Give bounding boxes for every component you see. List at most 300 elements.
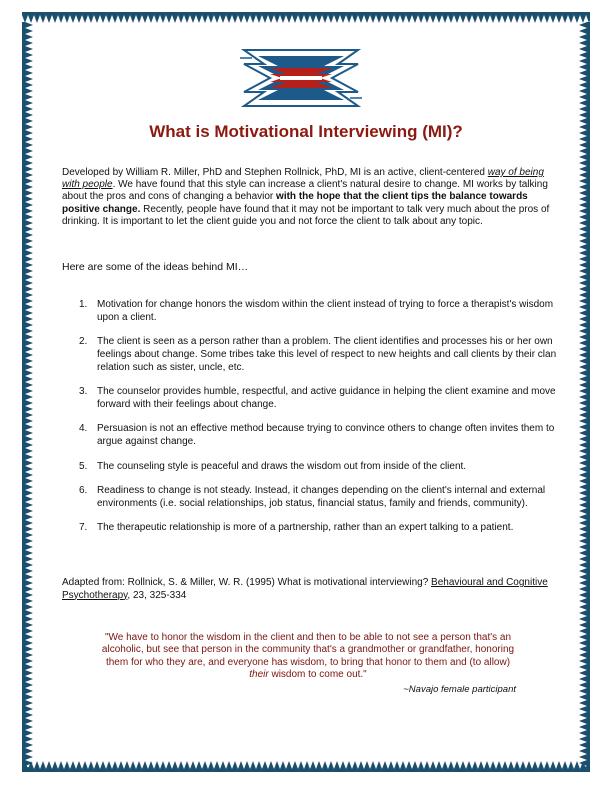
border-triangle [579,304,587,310]
border-triangle [514,761,520,769]
border-triangle [25,310,33,316]
border-triangle [579,460,587,466]
border-triangle [562,15,568,23]
border-triangle [202,15,208,23]
border-triangle [579,652,587,658]
border-triangle [328,761,334,769]
border-triangle [579,658,587,664]
border-triangle [579,202,587,208]
border-triangle [579,64,587,70]
border-triangle [322,15,328,23]
border-triangle [25,82,33,88]
border-triangle [579,676,587,682]
border-triangle [579,406,587,412]
border-triangle [244,761,250,769]
border-triangle [579,694,587,700]
border-triangle [579,478,587,484]
border-triangle [25,34,33,40]
border-triangle [52,15,58,23]
border-triangle [322,761,328,769]
border-triangle [64,761,70,769]
border-triangle [292,15,298,23]
border-triangle [579,706,587,712]
border-triangle [478,761,484,769]
border-triangle [220,761,226,769]
border-triangle [25,226,33,232]
border-triangle [400,15,406,23]
border-triangle [579,22,587,28]
border-triangle [579,586,587,592]
border-triangle [232,15,238,23]
border-triangle [82,761,88,769]
border-triangle [364,761,370,769]
border-triangle [202,761,208,769]
border-triangle [25,646,33,652]
border-triangle [579,280,587,286]
border-triangle [579,718,587,724]
border-triangle [579,268,587,274]
border-triangle [579,94,587,100]
item-text: The client is seen as a person rather than a problem. The client identifies and processes his or her own feelings about change. Some tribes take this level of respect to new heights and call clients by their clan relation such as sister, uncle, etc. [97,336,557,373]
border-triangle [274,761,280,769]
border-triangle [579,754,587,760]
border-triangle [25,358,33,364]
border-triangle [268,15,274,23]
border-triangle [130,761,136,769]
border-triangle [364,15,370,23]
border-triangle [579,724,587,730]
border-triangle [579,148,587,154]
list-item [79,299,557,324]
border-triangle [579,244,587,250]
item-text: The counseling style is peaceful and draws the wisdom out from inside of the client. [97,460,467,472]
border-triangle [579,742,587,748]
border-triangle [579,70,587,76]
border-triangle [25,418,33,424]
border-triangle [25,298,33,304]
border-triangle [25,214,33,220]
border-triangle [196,761,202,769]
border-triangle [472,15,478,23]
border-triangle [466,15,472,23]
border-triangle [292,761,298,769]
border-triangle [88,761,94,769]
intro-bold: with the hope that the client tips the balance towards positive change. [62,191,528,215]
border-triangle [579,250,587,256]
border-triangle [25,148,33,154]
quote-text-2: wisdom to come out." [268,668,367,680]
border-triangle [196,15,202,23]
border-triangle [579,220,587,226]
border-triangle [490,761,496,769]
border-triangle [436,761,442,769]
border-triangle [466,761,472,769]
border-triangle [579,400,587,406]
border-triangle [406,15,412,23]
border-triangle [502,15,508,23]
border-triangle [454,15,460,23]
border-triangle [25,178,33,184]
border-triangle [579,640,587,646]
border-triangle [136,15,142,23]
border-triangle [25,706,33,712]
border-triangle [394,15,400,23]
border-triangle [472,761,478,769]
border-triangle [25,736,33,742]
border-triangle [25,292,33,298]
border-triangle [304,761,310,769]
border-triangle [25,376,33,382]
border-triangle [25,184,33,190]
border-triangle [25,238,33,244]
border-triangle [25,472,33,478]
border-triangle [579,316,587,322]
border-triangle [25,448,33,454]
quote [100,632,516,681]
border-triangle [172,761,178,769]
border-triangle [25,286,33,292]
border-triangle [520,761,526,769]
border-triangle [579,166,587,172]
border-triangle [568,15,574,23]
border-triangle [579,712,587,718]
border-triangle [579,634,587,640]
border-triangle [579,520,587,526]
border-triangle [25,664,33,670]
border-triangle [579,490,587,496]
border-triangle [579,736,587,742]
border-triangle [579,232,587,238]
border-triangle [358,15,364,23]
border-triangle [106,761,112,769]
border-triangle [244,15,250,23]
border-triangle [579,76,587,82]
border-triangle [190,761,196,769]
border-triangle [25,352,33,358]
border-triangle [280,761,286,769]
border-triangle [25,106,33,112]
border-triangle [184,15,190,23]
list-item [79,386,557,411]
ideas-list [79,299,557,547]
border-triangle [160,15,166,23]
border-triangle [579,160,587,166]
border-triangle [25,742,33,748]
border-triangle [25,28,33,34]
intro-text-2: . We have found that this style can increase a client's natural desire to change. MI works by talking about the pros and cons of changing a behavior [62,179,548,203]
item-number: 5. [79,460,88,472]
citation-journal: Behavioural and Cognitive Psychotherapy [62,577,548,601]
border-triangle [424,761,430,769]
border-triangle [579,358,587,364]
border-triangle [25,616,33,622]
border-triangle [579,598,587,604]
border-triangle [34,761,40,769]
border-triangle [64,15,70,23]
border-triangle [579,682,587,688]
border-triangle [579,328,587,334]
border-triangle [25,532,33,538]
native-design-motif-icon [240,48,362,108]
border-triangle [579,580,587,586]
border-triangle [166,15,172,23]
border-triangle [579,526,587,532]
border-triangle [25,328,33,334]
border-triangle [25,700,33,706]
border-triangle [25,454,33,460]
border-triangle [579,100,587,106]
border-triangle [579,442,587,448]
border-triangle [25,340,33,346]
border-triangle [25,688,33,694]
border-triangle [579,556,587,562]
border-triangle [46,761,52,769]
border-triangle [579,646,587,652]
border-triangle [538,15,544,23]
border-triangle [460,761,466,769]
border-triangle [550,761,556,769]
border-triangle [40,761,46,769]
border-triangle [448,15,454,23]
border-triangle [25,586,33,592]
border-triangle [160,761,166,769]
border-triangle [25,436,33,442]
border-triangle [25,580,33,586]
border-triangle [25,424,33,430]
top-border-pattern [22,12,590,24]
border-triangle [274,15,280,23]
border-triangle [579,88,587,94]
border-triangle [382,761,388,769]
border-triangle [76,15,82,23]
border-triangle [526,15,532,23]
border-triangle [25,262,33,268]
border-triangle [25,676,33,682]
border-triangle [112,761,118,769]
border-triangle [25,382,33,388]
border-triangle [579,364,587,370]
border-triangle [460,15,466,23]
border-triangle [520,15,526,23]
border-triangle [25,304,33,310]
citation-suffix: , 23, 325-334 [127,589,187,601]
border-triangle [532,761,538,769]
border-triangle [25,622,33,628]
border-triangle [579,670,587,676]
border-triangle [316,15,322,23]
border-triangle [25,430,33,436]
border-triangle [25,574,33,580]
border-triangle [430,15,436,23]
border-triangle [25,70,33,76]
border-triangle [286,761,292,769]
border-triangle [556,761,562,769]
border-triangle [412,761,418,769]
border-triangle [25,466,33,472]
border-triangle [70,761,76,769]
border-triangle [310,761,316,769]
border-triangle [579,628,587,634]
border-triangle [25,274,33,280]
border-triangle [502,761,508,769]
border-triangle [208,15,214,23]
border-triangle [25,406,33,412]
border-triangle [25,166,33,172]
border-triangle [166,761,172,769]
border-triangle [178,761,184,769]
border-triangle [25,316,33,322]
border-triangle [58,15,64,23]
border-triangle [238,761,244,769]
border-triangle [25,268,33,274]
border-triangle [442,15,448,23]
border-triangle [148,15,154,23]
border-triangle [579,412,587,418]
quote-attribution: ~Navajo female participant [403,684,516,695]
border-triangle [25,364,33,370]
border-triangle [579,346,587,352]
border-triangle [579,766,587,770]
border-triangle [250,15,256,23]
border-triangle [579,52,587,58]
border-triangle [25,562,33,568]
border-triangle [25,160,33,166]
border-triangle [25,634,33,640]
border-triangle [579,370,587,376]
border-triangle [25,592,33,598]
border-triangle [25,478,33,484]
border-triangle [172,15,178,23]
border-triangle [25,196,33,202]
border-triangle [579,286,587,292]
border-triangle [579,190,587,196]
intro-paragraph [62,167,556,228]
border-triangle [579,574,587,580]
border-triangle [340,761,346,769]
border-triangle [46,15,52,23]
border-triangle [25,52,33,58]
item-text: Persuasion is not an effective method because trying to convince others to change often invites them to argue against change. [97,423,555,448]
quote-italic: their [249,668,269,680]
border-triangle [25,754,33,760]
border-triangle [25,718,33,724]
border-triangle [579,616,587,622]
border-triangle [262,15,268,23]
border-triangle [579,172,587,178]
border-triangle [25,526,33,532]
border-triangle [25,256,33,262]
border-triangle [579,184,587,190]
border-triangle [25,598,33,604]
border-triangle [370,15,376,23]
border-triangle [334,15,340,23]
border-triangle [579,688,587,694]
border-triangle [106,15,112,23]
border-triangle [579,418,587,424]
border-triangle [226,761,232,769]
border-triangle [579,40,587,46]
border-triangle [25,652,33,658]
border-triangle [124,15,130,23]
border-triangle [214,15,220,23]
item-number: 1. [79,299,88,310]
border-triangle [544,15,550,23]
border-triangle [579,466,587,472]
border-triangle [52,761,58,769]
border-triangle [484,761,490,769]
border-triangle [442,761,448,769]
border-triangle [532,15,538,23]
border-triangle [579,334,587,340]
border-triangle [579,340,587,346]
border-triangle [25,334,33,340]
border-triangle [25,100,33,106]
border-triangle [550,15,556,23]
border-triangle [579,196,587,202]
border-triangle [579,322,587,328]
border-triangle [370,761,376,769]
item-text: The counselor provides humble, respectful, and active guidance in helping the client examine and move forward with their feelings about change. [97,386,556,410]
border-triangle [142,15,148,23]
border-triangle [436,15,442,23]
border-triangle [579,34,587,40]
border-triangle [25,550,33,556]
border-triangle [579,46,587,52]
item-number: 3. [79,386,88,398]
border-triangle [25,220,33,226]
border-triangle [579,508,587,514]
border-triangle [118,761,124,769]
border-triangle [334,761,340,769]
border-triangle [280,15,286,23]
border-triangle [352,761,358,769]
border-triangle [25,610,33,616]
border-triangle [25,64,33,70]
border-triangle [304,15,310,23]
border-triangle [514,15,520,23]
citation [62,577,556,602]
border-triangle [250,761,256,769]
ideas-heading: Here are some of the ideas behind MI… [62,261,249,273]
border-triangle [25,766,33,770]
border-triangle [579,154,587,160]
border-triangle [579,436,587,442]
border-triangle [579,238,587,244]
border-triangle [376,15,382,23]
border-triangle [25,76,33,82]
border-triangle [25,88,33,94]
border-triangle [25,520,33,526]
border-triangle [538,761,544,769]
border-triangle [25,280,33,286]
border-triangle [286,15,292,23]
border-triangle [424,15,430,23]
border-triangle [25,370,33,376]
border-triangle [25,142,33,148]
border-triangle [579,394,587,400]
border-triangle [76,761,82,769]
border-triangle [25,154,33,160]
border-triangle [579,760,587,766]
border-triangle [579,610,587,616]
border-triangle [579,568,587,574]
border-triangle [256,761,262,769]
border-triangle [579,112,587,118]
border-triangle [579,532,587,538]
border-triangle [142,761,148,769]
border-triangle [232,761,238,769]
border-triangle [579,454,587,460]
